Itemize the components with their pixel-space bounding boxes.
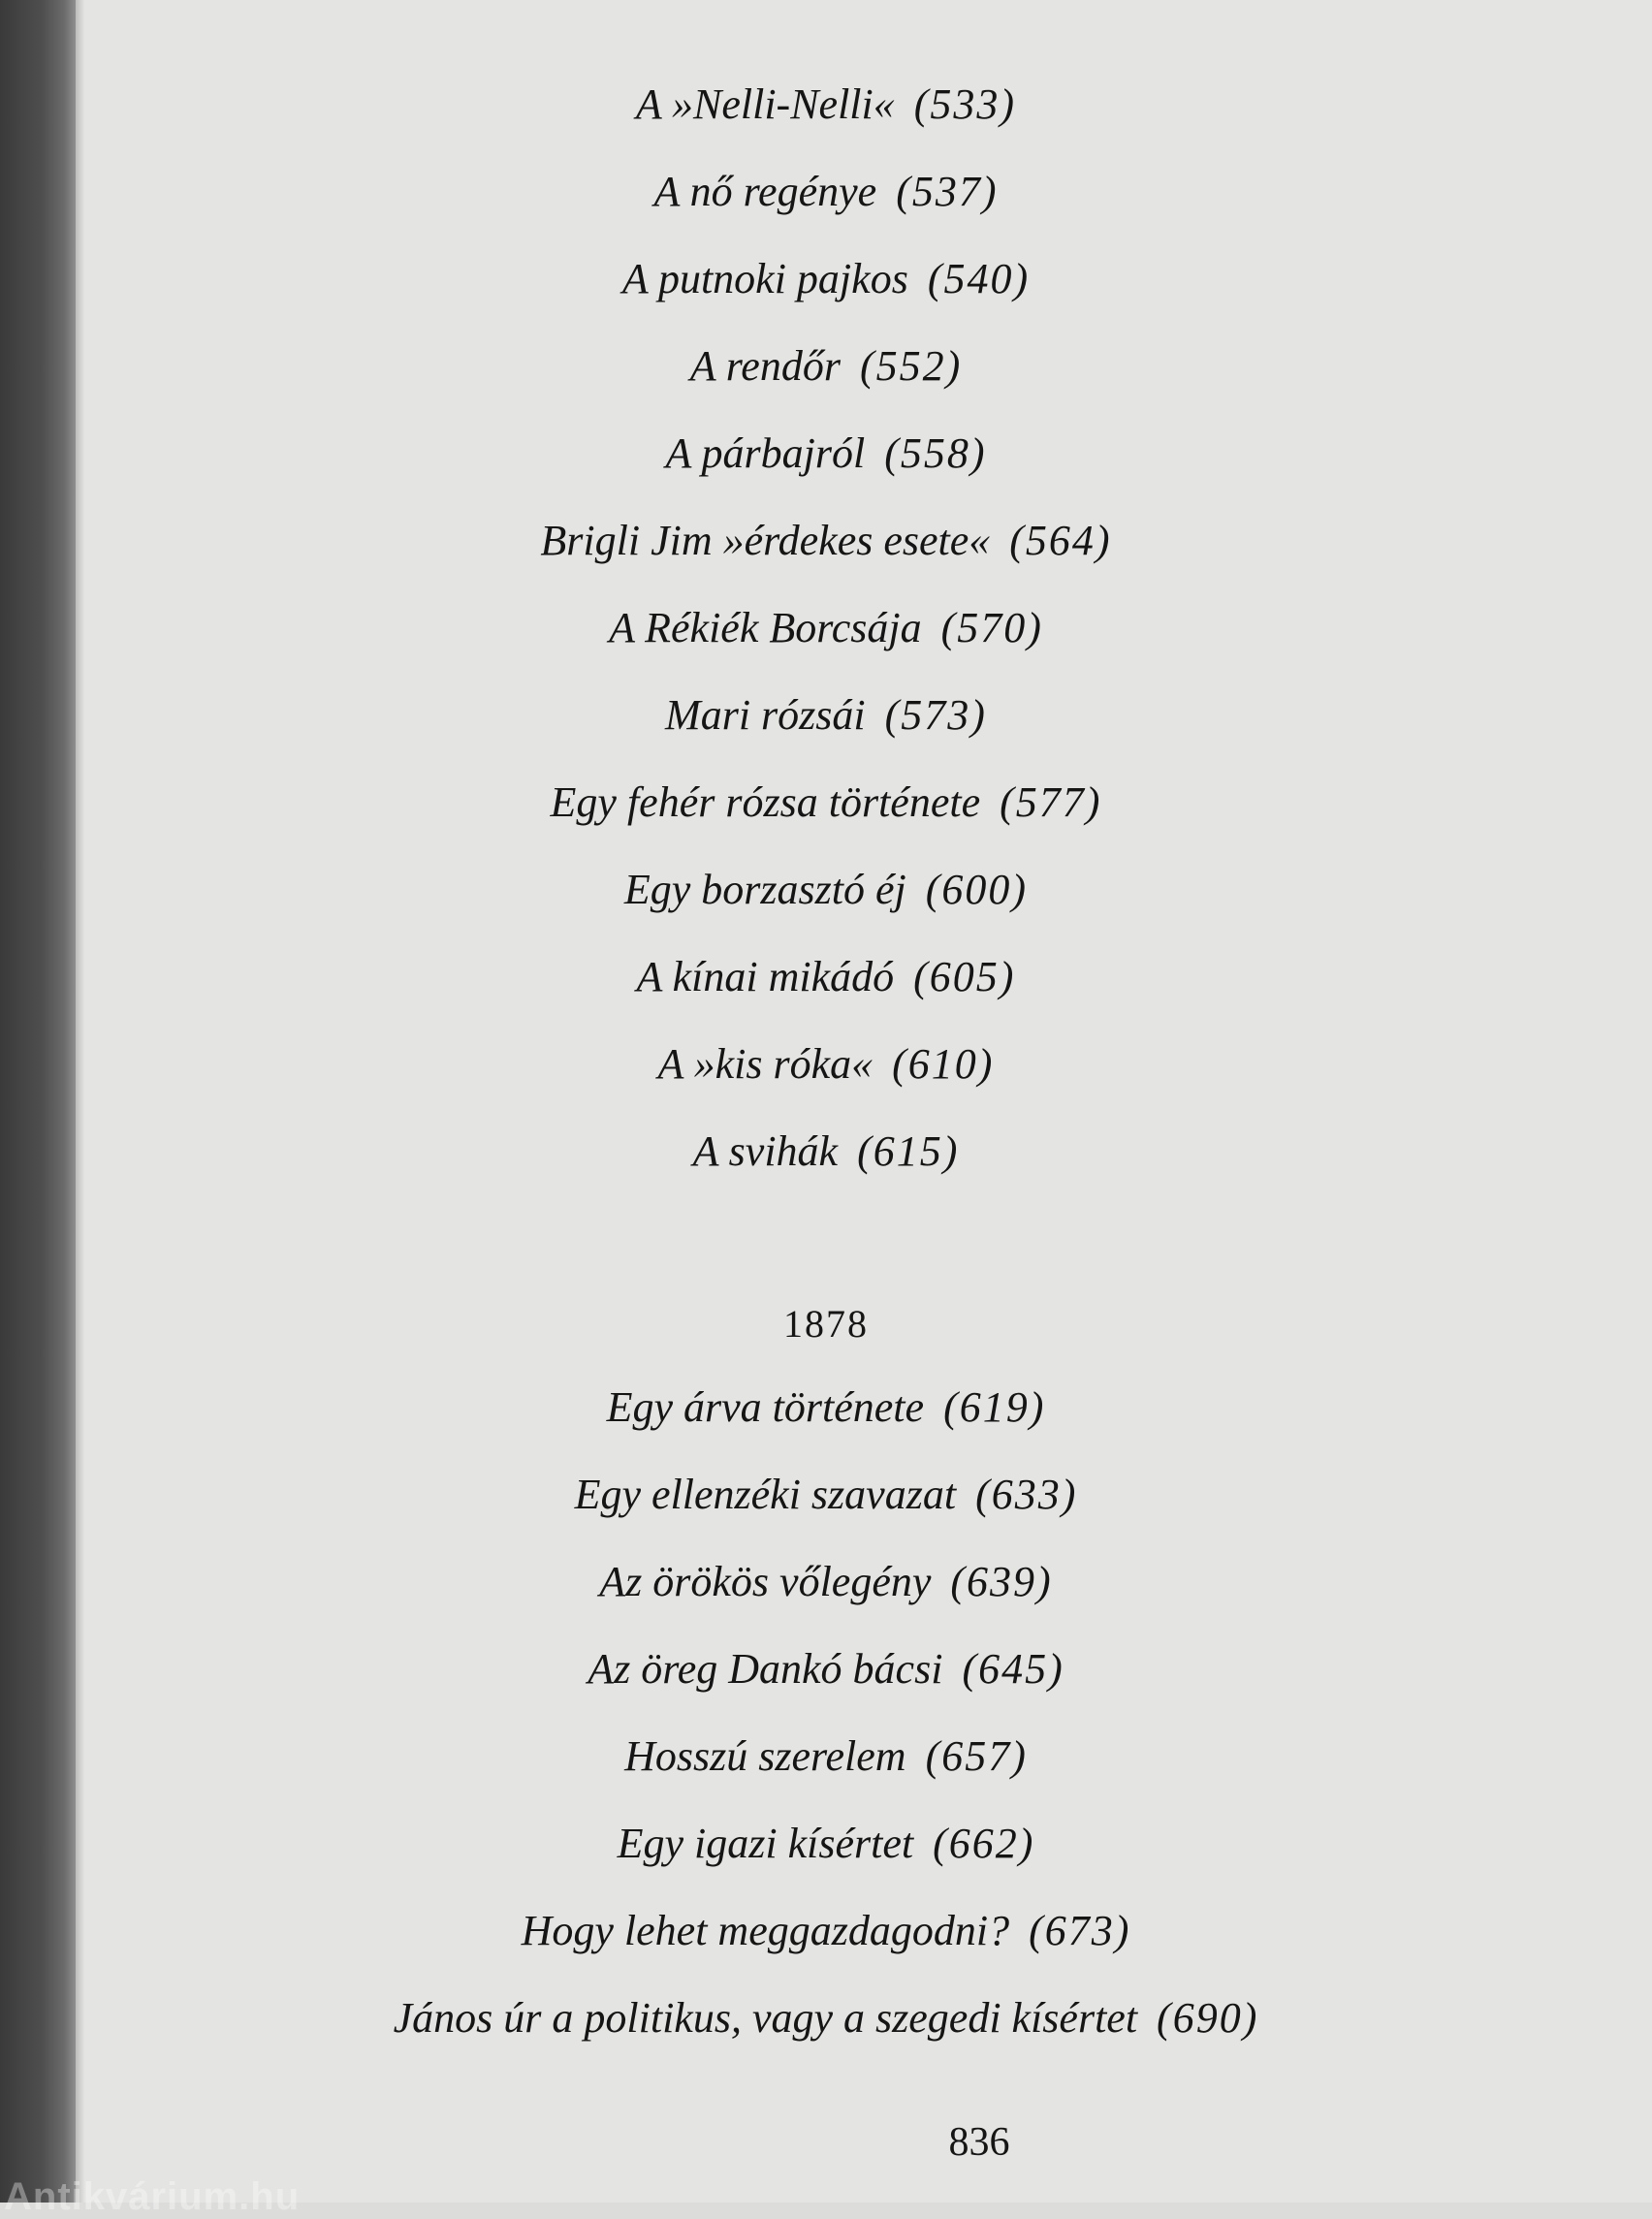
toc-entry-page: (610)	[892, 1040, 995, 1088]
toc-entry-title: A párbajról	[665, 429, 866, 477]
toc-entry-page: (639)	[950, 1558, 1053, 1605]
book-spine-shadow	[0, 0, 76, 2203]
toc-entry	[0, 78, 1652, 132]
toc-entry	[0, 1991, 1652, 2045]
toc-entry-page: (558)	[884, 429, 987, 477]
toc-entry-page: (533)	[913, 80, 1017, 128]
toc-entry-page: (619)	[943, 1383, 1046, 1431]
toc-entry-title: A nő regénye	[653, 168, 877, 215]
toc-entry	[0, 1380, 1652, 1435]
toc-entry	[0, 863, 1652, 917]
toc-entry-title: Az örökös vőlegény	[599, 1558, 932, 1605]
toc-entry	[0, 1642, 1652, 1696]
toc-entry-title: A »Nelli-Nelli«	[635, 80, 895, 128]
toc-entry	[0, 1817, 1652, 1871]
toc-entry-title: A putnoki pajkos	[621, 255, 908, 302]
watermark-logo	[4, 2175, 300, 2219]
book-page	[85, 0, 1652, 2203]
toc-entry	[0, 1037, 1652, 1092]
toc-entry	[0, 1468, 1652, 1522]
toc-entry-title: Mari rózsái	[665, 691, 866, 739]
toc-entry	[0, 427, 1652, 481]
toc-entry-title: Brigli Jim »érdekes esete«	[540, 517, 991, 564]
year-heading: 1878	[783, 1302, 869, 1346]
toc-entry-page: (564)	[1009, 517, 1112, 564]
toc-entry-title: Hosszú szerelem	[624, 1732, 906, 1780]
toc-entry-page: (577)	[1000, 778, 1102, 826]
toc-entry-page: (657)	[925, 1732, 1028, 1780]
toc-entry-title: Egy igazi kísértet	[617, 1820, 914, 1867]
toc-entry	[0, 165, 1652, 219]
page-number: 836	[948, 2120, 1010, 2165]
toc-entry	[0, 950, 1652, 1004]
toc-entry-page: (662)	[933, 1820, 1035, 1867]
toc-entry-title: A svihák	[692, 1127, 839, 1175]
toc-entry-page: (615)	[857, 1127, 960, 1175]
toc-entry	[0, 1125, 1652, 1179]
toc-entry-page: (537)	[896, 168, 999, 215]
toc-entry-title: Egy árva története	[606, 1383, 925, 1431]
toc-entry	[0, 1729, 1652, 1784]
toc-entry-page: (570)	[940, 604, 1043, 651]
toc-entry-page: (552)	[859, 342, 963, 390]
toc-entry-title: A »kis róka«	[657, 1040, 874, 1088]
toc-entry-title: Egy ellenzéki szavazat	[574, 1471, 957, 1518]
toc-entry-title: A kínai mikádó	[636, 953, 895, 1000]
toc-entry-page: (600)	[925, 866, 1029, 913]
toc-entry	[0, 1555, 1652, 1609]
toc-entry	[0, 688, 1652, 743]
toc-entry-page: (540)	[927, 255, 1031, 302]
toc-entry-title: A Rékiék Borcsája	[609, 604, 922, 651]
toc-entry	[0, 776, 1652, 830]
toc-entry	[0, 514, 1652, 568]
toc-entry-title: Hogy lehet meggazdagodni?	[521, 1907, 1010, 1954]
toc-entry	[0, 252, 1652, 306]
toc-entry-page: (573)	[884, 691, 987, 739]
toc-entry	[0, 339, 1652, 394]
toc-entry-page: (690)	[1157, 1994, 1259, 2042]
toc-entry	[0, 1904, 1652, 1958]
toc-entry-title: Az öreg Dankó bácsi	[588, 1645, 943, 1693]
toc-entry-title: A rendőr	[689, 342, 841, 390]
toc-entry-title: János úr a politikus, vagy a szegedi kísértet	[393, 1994, 1138, 2042]
watermark-text: Antikvárium.hu	[4, 2175, 301, 2218]
toc-entry-page: (673)	[1029, 1907, 1131, 1954]
toc-entry-page: (633)	[975, 1471, 1078, 1518]
toc-entry-page: (605)	[913, 953, 1016, 1000]
page-edge	[76, 0, 85, 2203]
toc-entry-title: Egy borzasztó éj	[623, 866, 906, 913]
toc-entry-title: Egy fehér rózsa története	[550, 778, 981, 826]
toc-entry	[0, 601, 1652, 655]
toc-entry-page: (645)	[962, 1645, 1064, 1693]
